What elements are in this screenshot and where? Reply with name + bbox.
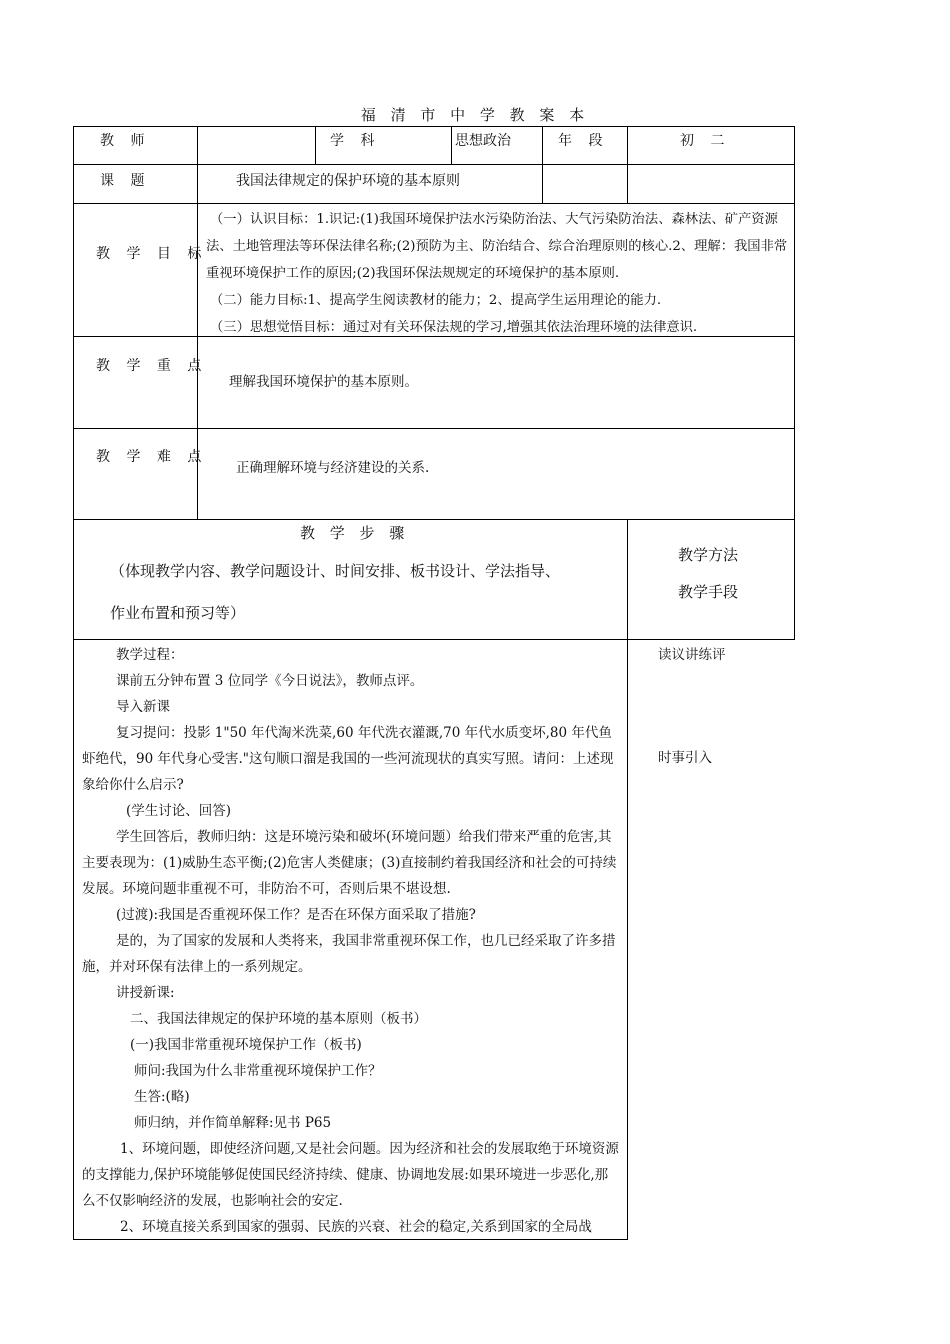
means-label: 教学手段 (678, 583, 739, 601)
difficulty-value: 正确理解环境与经济建设的关系. (236, 460, 430, 476)
method-item: 时事引入 (658, 750, 712, 766)
rule (315, 126, 316, 165)
method-label: 教学方法 (678, 546, 739, 564)
grade-value: 初 二 (680, 133, 731, 149)
rule (73, 428, 795, 429)
process-line: 讲授新课: (116, 985, 175, 1001)
process-line: 复习提问：投影 1"50 年代淘米洗菜,60 年代洗衣灌溉,70 年代水质变坏,80 年代鱼虾绝代，90 年代身心受害."这句顺口溜是我国的一些河流现状的真实写照。请问：上述现象给你什么启示? (82, 725, 614, 793)
process-line: 2、环境直接关系到国家的强弱、民族的兴衰、社会的稳定,关系到国家的全局战 (120, 1219, 592, 1235)
process-line: 师问:我国为什么非常重视环境保护工作？ (134, 1063, 382, 1079)
doc-title: 福 清 市 中 学 教 案 本 (360, 106, 590, 124)
topic-label: 课 题 (100, 173, 151, 189)
process-line: 是的，为了国家的发展和人类将来，我国非常重视环保工作，也几已经采取了许多措施，并对环保有法律上的一系列规定。 (82, 933, 616, 975)
key-point-value: 理解我国环境保护的基本原则。 (229, 374, 418, 390)
rule (542, 126, 543, 204)
rule (73, 203, 795, 204)
rule (197, 126, 198, 165)
process-line: 学生回答后，教师归纳：这是环境污染和破坏(环境问题）给我们带来严重的危害,其主要表现为：(1)威胁生态平衡;(2)危害人类健康；(3)直接制约着我国经济和社会的可持续发展。环境问题非重视不可，非防治不可，否则后果不堪设想. (82, 829, 617, 897)
rule (73, 639, 795, 640)
rule (627, 519, 628, 1240)
process-line: 生答:(略) (134, 1089, 190, 1105)
process-line: 导入新课 (116, 699, 170, 715)
steps-title: 教 学 步 骤 (300, 524, 410, 542)
teacher-label: 教 师 (100, 133, 151, 149)
process-line: (学生讨论、回答) (126, 803, 232, 819)
subject-value: 思想政治 (455, 133, 511, 149)
objectives-label: 教 学 目 标 (96, 246, 208, 262)
rule (73, 519, 795, 520)
process-line: (一)我国非常重视环境保护工作（板书) (130, 1037, 362, 1053)
objective-line: （三）思想觉悟目标：通过对有关环保法规的学习,增强其依法治理环境的法律意识. (210, 320, 698, 335)
difficulty-label: 教 学 难 点 (96, 449, 208, 465)
rule (73, 164, 795, 165)
process-line: (过渡):我国是否重视环保工作？是否在环保方面采取了措施? (116, 907, 476, 923)
rule (73, 126, 74, 1240)
steps-subtitle-line1: （体现教学内容、教学问题设计、时间安排、板书设计、学法指导、 (110, 562, 561, 580)
process-line: 二、我国法律规定的保护环境的基本原则（板书） (130, 1011, 427, 1027)
key-point-label: 教 学 重 点 (96, 358, 208, 374)
rule (73, 126, 795, 127)
rule (794, 126, 795, 639)
process-line: 课前五分钟布置 3 位同学《今日说法》，教师点评。 (116, 673, 424, 689)
process-line: 师归纳，并作简单解释:见书 P65 (134, 1115, 332, 1131)
rule (451, 126, 452, 165)
objective-line: （一）认识目标：1.识记:(1)我国环境保护法水污染防治法、大气污染防治法、森林法、矿产资源法、土地管理法等环保法律名称;(2)预防为主、防治结合、综合治理原则的核心.2、理解：我国非常重视环境保护工作的原因;(2)我国环保法规规定的环境保护的基本原则. (206, 212, 788, 281)
rule (627, 126, 628, 204)
steps-subtitle-line2: 作业布置和预习等） (110, 604, 246, 622)
method-item: 读议讲练评 (658, 647, 726, 663)
process-line: 教学过程： (116, 647, 184, 663)
topic-value: 我国法律规定的保护环境的基本原则 (236, 173, 460, 189)
objectives-text (206, 206, 790, 341)
subject-label: 学 科 (330, 133, 381, 149)
process-line: 1、环境问题，即使经济问题,又是社会问题。因为经济和社会的发展取绝于环境资源的支撑能力,保护环境能够促使国民经济持续、健康、协调地发展:如果环境进一步恶化,那么不仅影响经济的发展，也影响社会的安定. (82, 1141, 619, 1209)
grade-label: 年 段 (558, 133, 609, 149)
objective-line: （二）能力目标:1、提高学生阅读教材的能力；2、提高学生运用理论的能力. (210, 293, 662, 308)
process-text (82, 642, 620, 1240)
